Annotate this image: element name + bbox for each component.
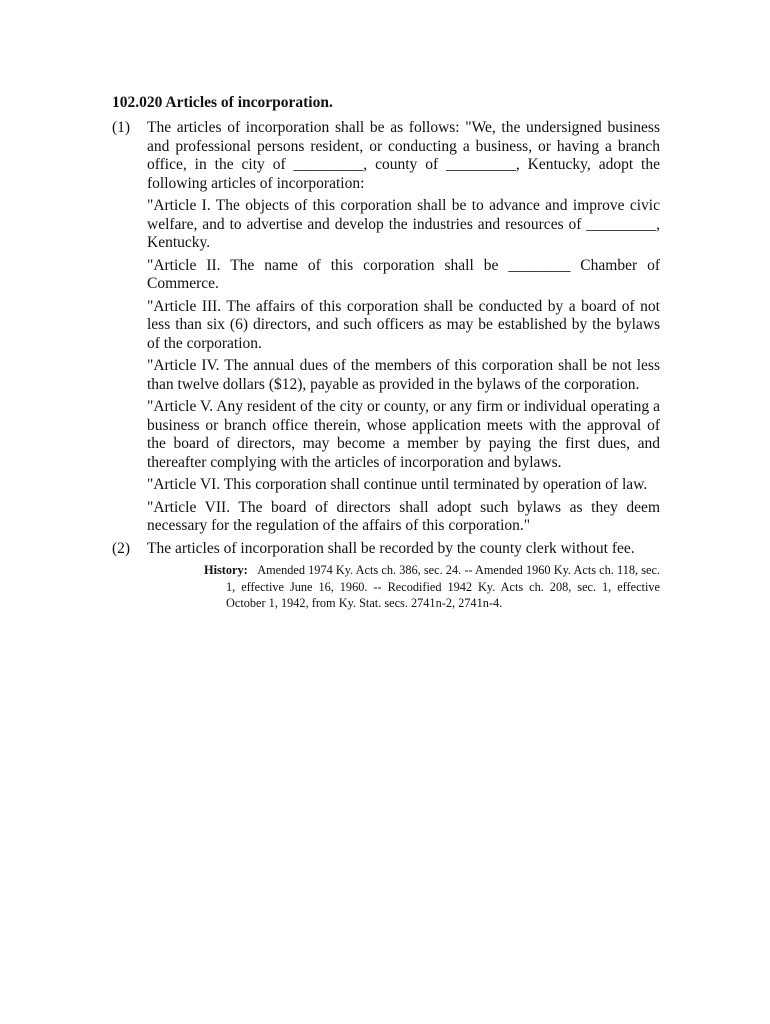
article-2: "Article II. The name of this corporation shall be ________ Chamber of Commerce. (147, 256, 660, 292)
article-1: "Article I. The objects of this corporation shall be to advance and improve civic welfare, and to advertise and develop the industries and resources of _________, Kentucky. (147, 197, 660, 251)
subsection-2 (112, 540, 660, 559)
statute-page (112, 93, 660, 612)
article-5: "Article V. Any resident of the city or county, or any firm or individual operating a business or branch office therein, whose application meets with the approval of the board of directors, may become a member by paying the first dues, and thereafter complying with the articles of incorporation and bylaws. (147, 398, 660, 471)
article-4: "Article IV. The annual dues of the members of this corporation shall be not less than twelve dollars ($12), payable as provided in the bylaws of the corporation. (147, 357, 660, 393)
subsection-1-intro: The articles of incorporation shall be as follows: "We, the undersigned business and professional persons resident, or conducting a business, or having a branch office, in the city of _________, county of _________, Kentucky, adopt the following articles of incorporation: (147, 119, 660, 192)
history-note (204, 562, 660, 612)
history-text: Amended 1974 Ky. Acts ch. 386, sec. 24. -- Amended 1960 Ky. Acts ch. 118, sec. 1, effective June 16, 1960. -- Recodified 1942 Ky. Acts ch. 208, sec. 1, effective October 1, 1942, from Ky. Stat. secs. 2741n-2, 2741n-4. (226, 563, 660, 610)
article-3: "Article III. The affairs of this corporation shall be conducted by a board of not less than six (6) directors, and such officers as may be established by the bylaws of the corporation. (147, 297, 660, 352)
subsection-1-number: (1) (112, 119, 131, 136)
subsection-1 (112, 119, 660, 536)
article-6: "Article VI. This corporation shall continue until terminated by operation of law. (147, 476, 648, 493)
history-label: History: (204, 563, 248, 577)
section-title: 102.020 Articles of incorporation. (112, 94, 333, 111)
subsection-2-number: (2) (112, 539, 131, 557)
subsection-2-text: The articles of incorporation shall be recorded by the county clerk without fee. (147, 539, 635, 557)
article-7: "Article VII. The board of directors shall adopt such bylaws as they deem necessary for the regulation of the affairs of this corporation." (147, 498, 660, 534)
